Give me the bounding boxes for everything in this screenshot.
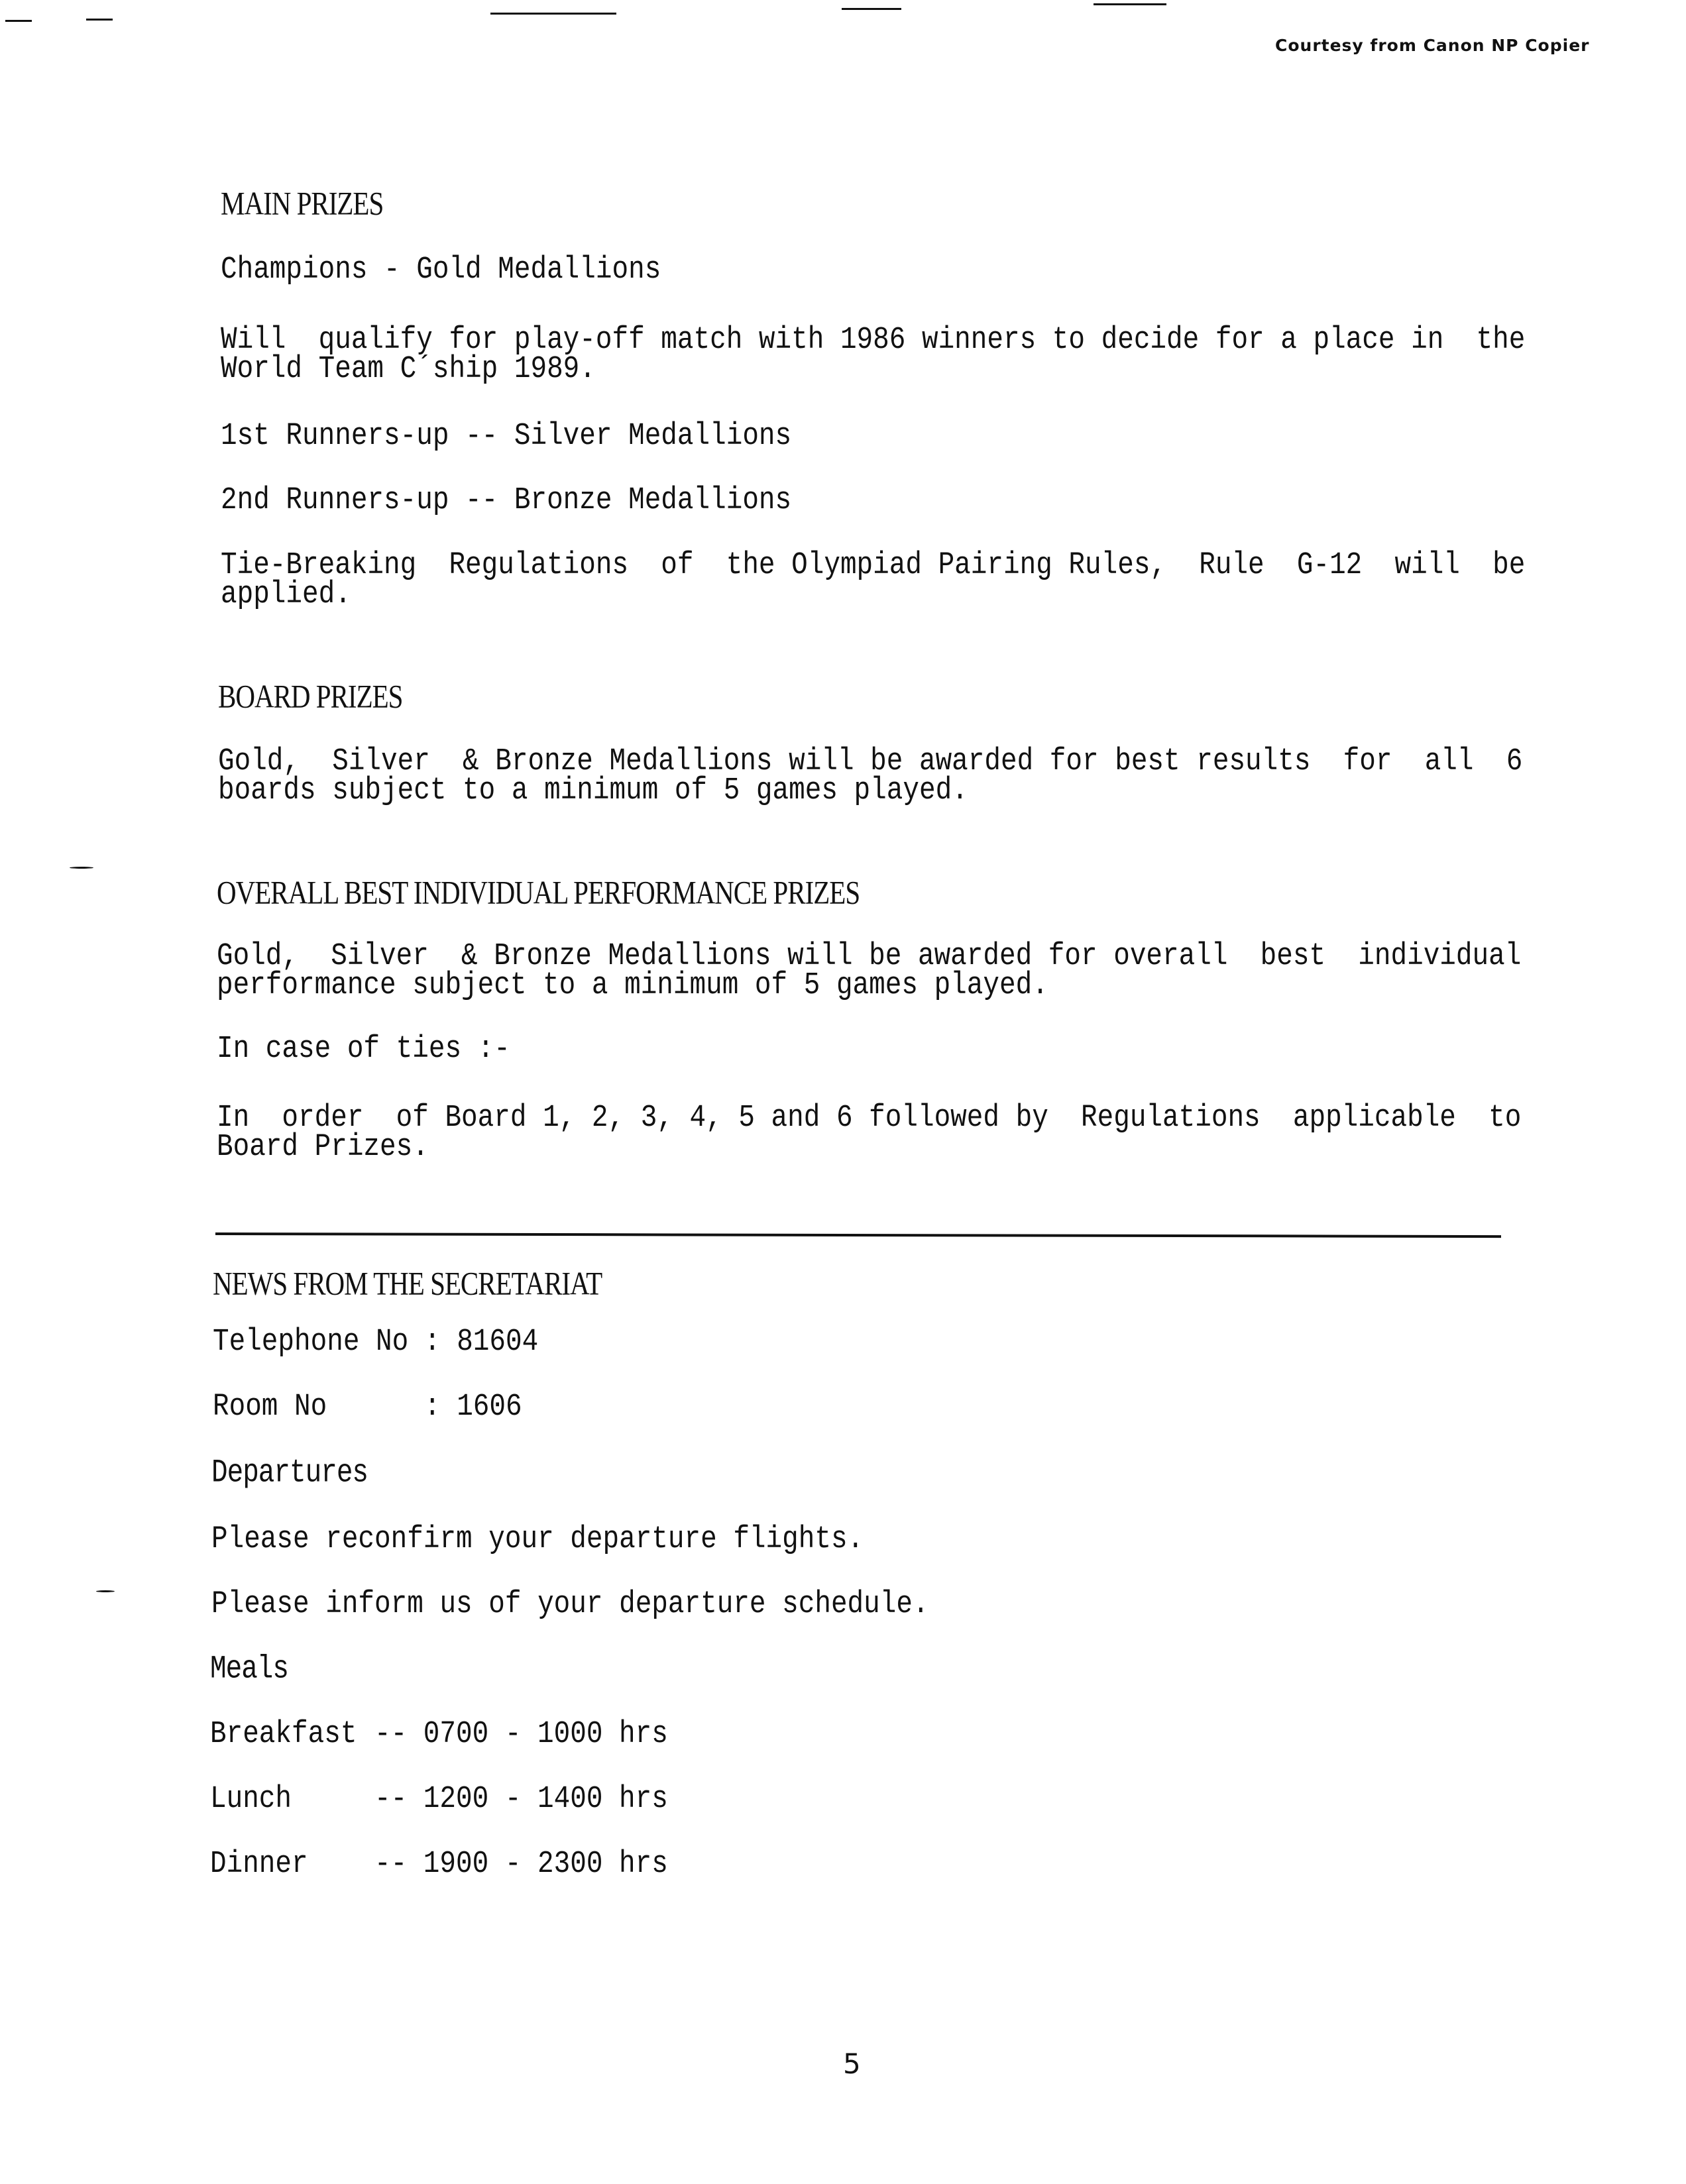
scan-mark [842, 8, 901, 10]
room-label: Room No [213, 1389, 327, 1425]
telephone-label: Telephone No [213, 1324, 409, 1360]
tiebreak-line-1: Tie-Breaking Regulations of the Olympiad Pairing Rules, Rule G-12 will be [221, 547, 1526, 583]
departure-line: Please reconfirm your departure flights. [211, 1521, 864, 1557]
ties-line: In case of ties :- [217, 1031, 510, 1067]
board-prizes-line-2: boards subject to a minimum of 5 games played. [218, 773, 968, 808]
order-line-1: In order of Board 1, 2, 3, 4, 5 and 6 followed by Regulations applicable to [217, 1100, 1522, 1136]
overall-prizes-line-2: performance subject to a minimum of 5 games played. [217, 967, 1048, 1003]
room-value: : 1606 [424, 1389, 522, 1425]
meal-name: Breakfast [210, 1716, 357, 1752]
section-heading-main-prizes: MAIN PRIZES [221, 185, 384, 222]
page-number: 5 [843, 2048, 861, 2080]
section-heading-board-prizes: BOARD PRIZES [218, 678, 403, 715]
scan-mark [96, 1590, 115, 1592]
qualify-line-1: Will qualify for play-off match with 1986 winners to decide for a place in the [221, 322, 1526, 358]
meal-time: -- 1200 - 1400 hrs [374, 1781, 668, 1817]
scan-mark [5, 20, 32, 22]
second-runners-up-line: 2nd Runners-up -- Bronze Medallions [221, 482, 792, 518]
scan-mark [86, 19, 113, 21]
scan-mark [1094, 3, 1166, 5]
departure-line: Please inform us of your departure schedule. [211, 1586, 929, 1622]
meal-time: -- 1900 - 2300 hrs [374, 1846, 668, 1882]
order-line-2: Board Prizes. [217, 1129, 429, 1165]
departures-heading: Departures [211, 1455, 368, 1492]
section-heading-overall-prizes: OVERALL BEST INDIVIDUAL PERFORMANCE PRIZES [217, 874, 860, 911]
qualify-line-2: World Team C´ship 1989. [221, 351, 596, 387]
courtesy-note: Courtesy from Canon NP Copier [1275, 36, 1590, 55]
scan-mark [70, 867, 93, 869]
tiebreak-line-2: applied. [221, 576, 351, 612]
champions-line: Champions - Gold Medallions [221, 252, 661, 288]
scan-mark [490, 13, 616, 15]
meals-heading: Meals [210, 1651, 289, 1688]
telephone-value: : 81604 [424, 1324, 539, 1360]
section-divider [215, 1232, 1501, 1238]
meal-name: Dinner [210, 1846, 308, 1882]
meal-time: -- 0700 - 1000 hrs [374, 1716, 668, 1752]
meal-name: Lunch [210, 1781, 292, 1817]
section-heading-secretariat: NEWS FROM THE SECRETARIAT [213, 1265, 602, 1302]
first-runners-up-line: 1st Runners-up -- Silver Medallions [221, 418, 792, 454]
board-prizes-line-1: Gold, Silver & Bronze Medallions will be awarded for best results for all 6 [218, 743, 1523, 779]
overall-prizes-line-1: Gold, Silver & Bronze Medallions will be awarded for overall best individual [217, 938, 1522, 974]
